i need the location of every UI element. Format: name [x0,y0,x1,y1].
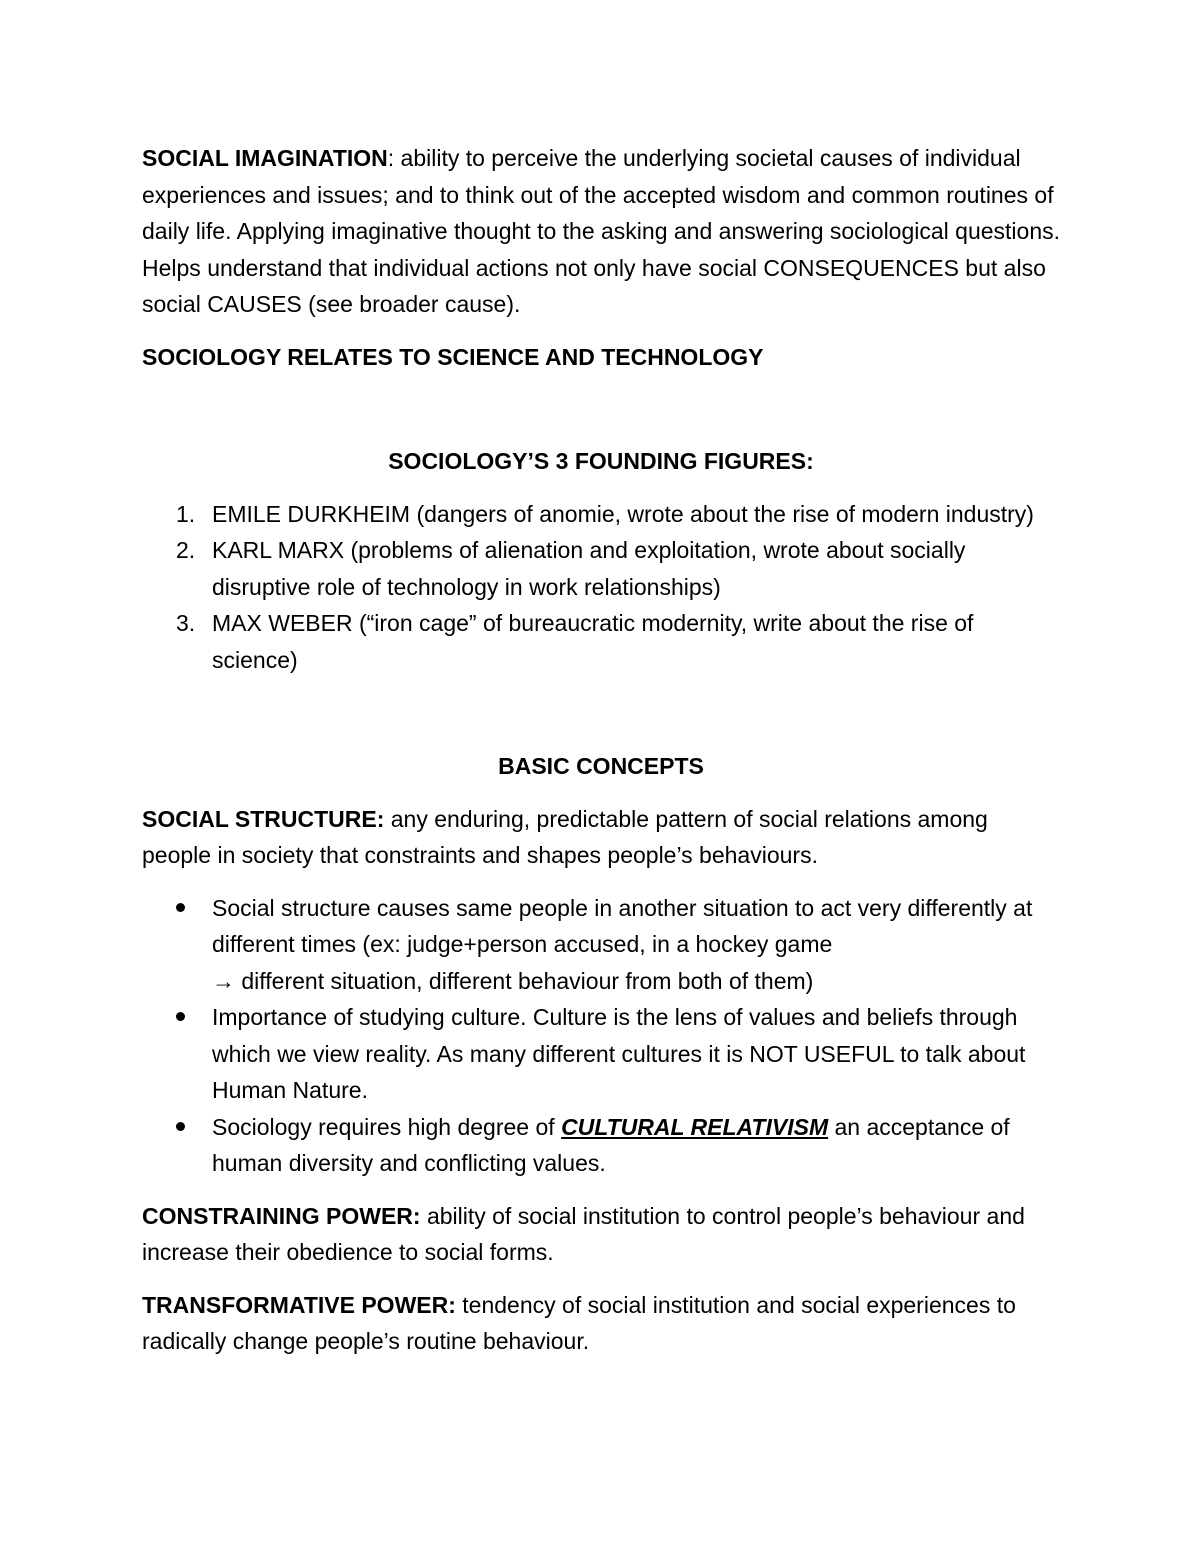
document-page [142,140,1060,1376]
founding-figures-heading: SOCIOLOGY’S 3 FOUNDING FIGURES: [388,448,814,474]
transformative-power-paragraph [142,1287,1060,1360]
list-number: 1. [176,500,196,527]
list-number: 3. [176,610,196,636]
social-structure-bullets [142,890,1060,1182]
constraining-power-term: CONSTRAINING POWER: [142,1202,421,1229]
list-item-text: MAX WEBER (“iron cage” of bureaucratic modernity, write about the rise of science) [212,610,974,673]
list-item-text: KARL MARX (problems of alienation and exploitation, wrote about socially disruptive role of technology in work relationships) [212,537,966,600]
social-imagination-term: SOCIAL IMAGINATION [142,145,388,171]
social-structure-definition: any enduring, predictable pattern of social relations among people in society that constraints and shapes people’s behaviours. [142,805,988,868]
social-imagination-definition: : ability to perceive the underlying societal causes of individual experiences and issues; and to think out of the accepted wisdom and common routines of daily life. Applying imaginative thought to the asking and answering sociological questions. Helps understand that individual actions not only have social CONSEQUENCES but also social CAUSES (see broader cause). [142,145,1061,317]
list-item [142,532,1060,605]
list-number: 2. [176,537,196,563]
basic-concepts-heading: BASIC CONCEPTS [498,753,704,779]
bullet-icon [176,903,185,912]
list-item [142,1109,1060,1182]
list-item [142,605,1060,678]
constraining-power-paragraph [142,1198,1060,1271]
bullet-text-continued: different situation, different behaviour from both of them) [235,967,814,994]
list-item [142,999,1060,1109]
founding-figures-list [142,496,1060,679]
bullet-text: Importance of studying culture. Culture is the lens of values and beliefs through which we view reality. As many different cultures it is NOT USEFUL to talk about Human Nature. [212,1004,1026,1103]
transformative-power-term: TRANSFORMATIVE POWER: [142,1291,456,1318]
social-structure-term: SOCIAL STRUCTURE: [142,805,385,832]
list-item [142,496,1060,533]
social-imagination-paragraph [142,140,1060,323]
bullet-text: Sociology requires high degree of [212,1113,562,1140]
social-structure-paragraph [142,801,1060,874]
transformative-power-definition: tendency of social institution and social experiences to radically change people’s routine behaviour. [142,1291,1016,1354]
right-arrow-icon: → [212,967,235,994]
list-item [142,890,1060,1000]
bullet-icon [176,1012,185,1021]
cultural-relativism-emphasis: CULTURAL RELATIVISM [561,1113,829,1140]
bullet-icon [176,1122,185,1131]
bullet-text-continued: an acceptance of human diversity and conflicting values. [212,1113,1010,1176]
science-technology-heading: SOCIOLOGY RELATES TO SCIENCE AND TECHNOLOGY [142,343,764,370]
bullet-text: Social structure causes same people in another situation to act very differently at different times (ex: judge+person accused, in a hockey game [212,894,1033,957]
list-item-text: EMILE DURKHEIM (dangers of anomie, wrote about the rise of modern industry) [212,500,1034,527]
constraining-power-definition: ability of social institution to control people’s behaviour and increase their obedience to social forms. [142,1202,1025,1265]
